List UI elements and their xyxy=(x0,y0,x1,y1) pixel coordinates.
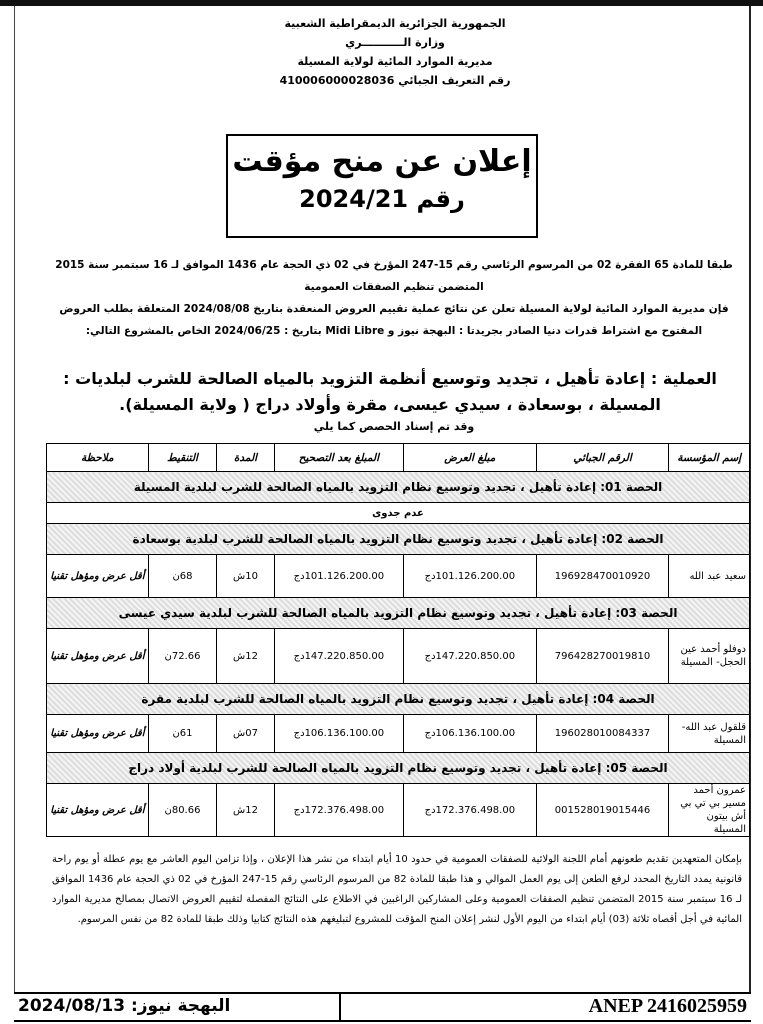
footer xyxy=(14,992,751,1022)
note: أقل عرض ومؤهل تقنيا xyxy=(47,555,149,598)
table-row xyxy=(47,629,750,684)
lot-row xyxy=(47,472,750,503)
publication-date: البهجة نيوز: 2024/08/13 xyxy=(18,996,231,1016)
results-table xyxy=(46,443,750,837)
col-corrected: المبلغ بعد التصحيح xyxy=(274,444,403,472)
ministry-line: وزارة الـــــــــــري xyxy=(345,36,445,49)
company: سعيد عبد الله xyxy=(669,555,750,598)
offer: 172.376.498.00دج xyxy=(404,784,537,837)
col-duration: المدة xyxy=(217,444,274,472)
table-row xyxy=(47,784,750,837)
title-box xyxy=(226,134,538,238)
company: دوفلو أحمد عين الحجل- المسيلة xyxy=(669,629,750,684)
score: 61ن xyxy=(148,715,217,753)
duration: 10ش xyxy=(217,555,274,598)
lot-row xyxy=(47,753,750,784)
announcement-number: رقم 2024/21 xyxy=(299,185,465,213)
company: عمرون أحمد مسير بي تي بي أش بيتون المسيلة xyxy=(669,784,750,837)
assignment-line: وقد تم إسناد الحصص كما يلي xyxy=(313,420,475,433)
anep-reference: ANEP 2416025959 xyxy=(588,995,747,1017)
score: 72.66ن xyxy=(148,629,217,684)
corrected: 106.136.100.00دج xyxy=(274,715,403,753)
no-bid-label: عدم جدوى xyxy=(47,503,750,524)
lot-title: الحصة 04: إعادة تأهيل ، تجديد وتوسيع نظام التزويد بالمياه الصالحة للشرب لبلدية مقرة xyxy=(47,684,750,715)
lot-row xyxy=(47,524,750,555)
note: أقل عرض ومؤهل تقنيا xyxy=(47,784,149,837)
left-border xyxy=(14,6,15,992)
intro-paragraph: فإن مديرية الموارد المائية لولاية المسيلة تعلن عن نتائج عملية تقييم العروض المنعقدة بتاريخ 2024/08/08 المتعلقة بطلب العروض المفتوح مع اشتراط قدرات دنيا الصادر بجريدتا : البهجة نيوز و Midi Libre بتاريخ : 2024/06/25 الخاص بالمشروع التالي: xyxy=(59,303,729,337)
score: 68ن xyxy=(148,555,217,598)
col-company: إسم المؤسسة xyxy=(669,444,750,472)
duration: 07ش xyxy=(217,715,274,753)
republic-line: الجمهورية الجزائرية الديمقراطية الشعبية xyxy=(284,17,506,30)
col-score: التنقيط xyxy=(148,444,217,472)
lot-row xyxy=(47,684,750,715)
score: 80.66ن xyxy=(148,784,217,837)
table-header xyxy=(47,444,750,472)
note: أقل عرض ومؤهل تقنيا xyxy=(47,715,149,753)
note: أقل عرض ومؤهل تقنيا xyxy=(47,629,149,684)
lot-title: الحصة 01: إعادة تأهيل ، تجديد وتوسيع نظام التزويد بالمياه الصالحة للشرب لبلدية المسيلة xyxy=(47,472,750,503)
tax-id: 001528019015446 xyxy=(536,784,669,837)
no-bid-row xyxy=(47,503,750,524)
top-border xyxy=(0,0,763,6)
lot-title: الحصة 03: إعادة تأهيل ، تجديد وتوسيع نظام التزويد بالمياه الصالحة للشرب لبلدية سيدي عيسى xyxy=(47,598,750,629)
legal-basis: طبقا للمادة 65 الفقرة 02 من المرسوم الرئاسي رقم 15-247 المؤرخ في 02 ذي الحجة عام 1436 الموافق لـ 16 سبتمبر سنة 2015 المتضمن تنظيم الصفقات العمومية xyxy=(55,259,733,293)
announcement-title: إعلان عن منح مؤقت xyxy=(232,144,532,179)
company: قلقول عبد الله- المسيلة xyxy=(669,715,750,753)
offer: 147.220.850.00دج xyxy=(404,629,537,684)
corrected: 101.126.200.00دج xyxy=(274,555,403,598)
lot-title: الحصة 02: إعادة تأهيل ، تجديد وتوسيع نظام التزويد بالمياه الصالحة للشرب لبلدية بوسعادة xyxy=(47,524,750,555)
appeal-paragraph: بإمكان المتعهدين تقديم طعونهم أمام اللجنة الولائية للصفقات العمومية في حدود 10 أيام ابتداء من نشر هذا الإعلان ، وإذا تزامن اليوم العاشر مع يوم عطلة أو يوم راحة قانونية يمدد التاريخ المحدد لرفع الطعن إلى يوم العمل الموالي و هذا طبقا للمادة 82 من المرسوم الرئاسي رقم 15-247 المؤرخ في 02 ذي الحجة عام 1436 الموافق لـ 16 سبتمبر سنة 2015 المتضمن تنظيم الصفقات العمومية وعلى المشاركين الراغبين في الاطلاع على النتائج المفصلة لتقييم العروض الاتصال بمصالح مديرية الموارد المائية في أجل أقصاه ثلاثة (03) أيام ابتداء من اليوم الأول لنشر إعلان المنح المؤقت للمشروع لتبليغهم هذه النتائج كتابيا وذلك طبقا للمادة 82 من نفس المرسوم. xyxy=(52,854,743,925)
official-header xyxy=(230,14,560,90)
offer: 101.126.200.00دج xyxy=(404,555,537,598)
col-tax-id: الرقم الجبائي xyxy=(536,444,669,472)
corrected: 147.220.850.00دج xyxy=(274,629,403,684)
col-offer: مبلغ العرض xyxy=(404,444,537,472)
corrected: 172.376.498.00دج xyxy=(274,784,403,837)
offer: 106.136.100.00دج xyxy=(404,715,537,753)
tax-id: 196928470010920 xyxy=(536,555,669,598)
lot-title: الحصة 05: إعادة تأهيل ، تجديد وتوسيع نظام التزويد بالمياه الصالحة للشرب لبلدية أولاد دراج xyxy=(47,753,750,784)
directorate-line: مديرية الموارد المائية لولاية المسيلة xyxy=(297,55,493,68)
table-row xyxy=(47,555,750,598)
duration: 12ش xyxy=(217,629,274,684)
operation-title: العملية : إعادة تأهيل ، تجديد وتوسيع أنظمة التزويد بالمياه الصالحة للشرب لبلديات : المسيلة ، بوسعادة ، سيدي عيسى، مقرة وأولاد دراج ( ولاية المسيلة). xyxy=(63,369,717,414)
tax-id: 796428270019810 xyxy=(536,629,669,684)
tax-id-line: رقم التعريف الجبائي 410006000028036 xyxy=(279,74,511,87)
col-note: ملاحظة xyxy=(47,444,149,472)
duration: 12ش xyxy=(217,784,274,837)
tax-id: 196028010084337 xyxy=(536,715,669,753)
lot-row xyxy=(47,598,750,629)
table-row xyxy=(47,715,750,753)
footer-divider xyxy=(339,994,341,1020)
